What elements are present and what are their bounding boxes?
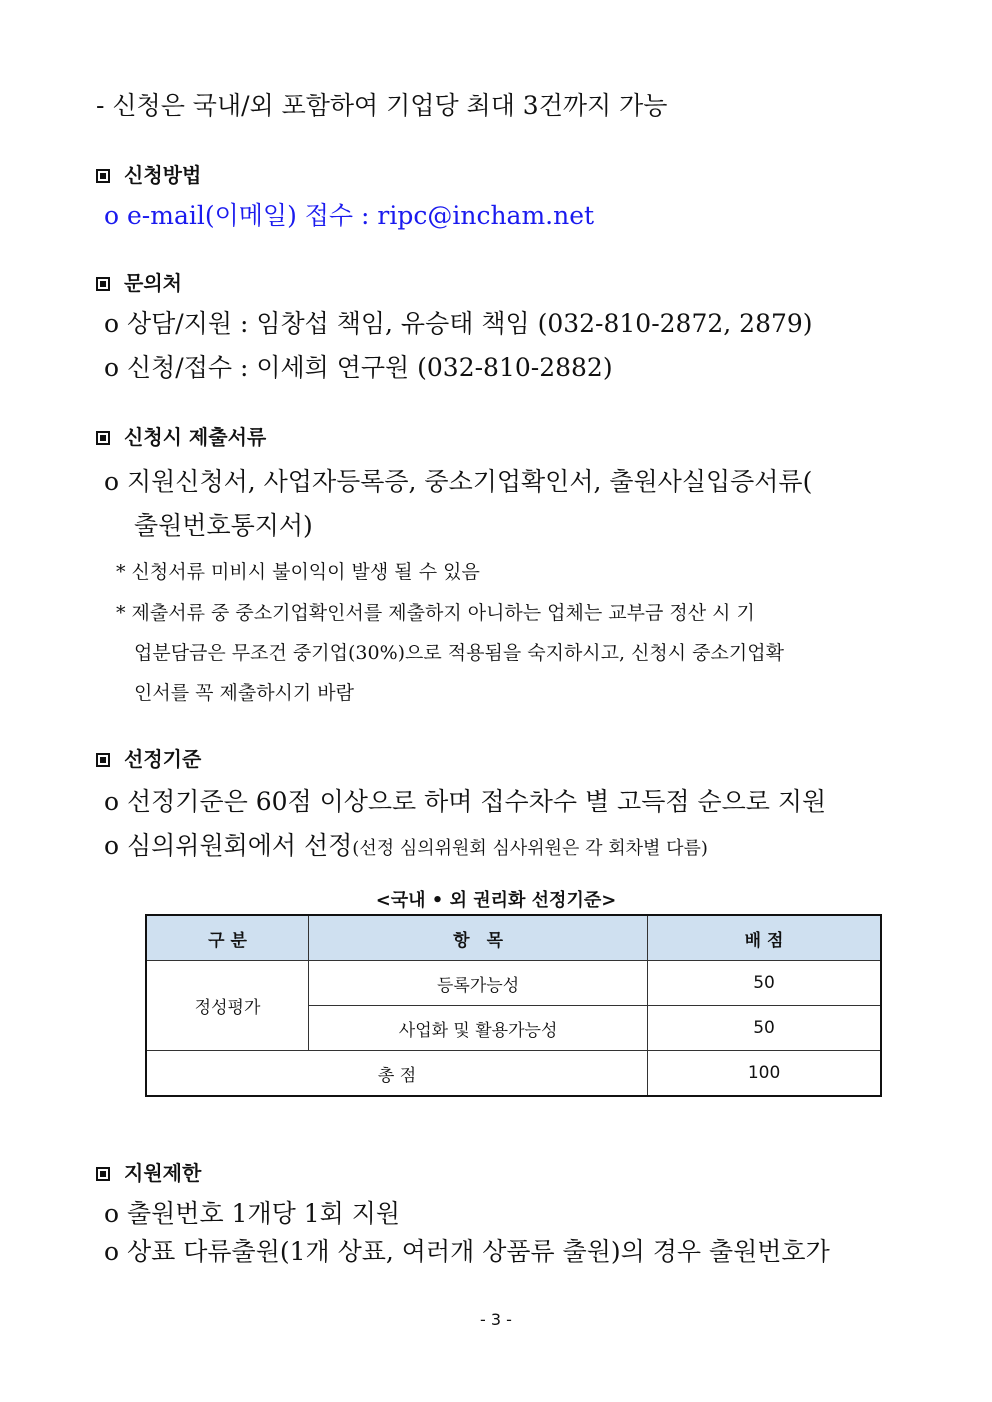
section-title: 문의처 <box>124 271 182 295</box>
item-cell: 등록가능성 <box>309 961 648 1006</box>
section-heading-contact <box>96 270 182 296</box>
table-caption: <국내 • 외 권리화 선정기준> <box>375 890 617 911</box>
bullet: o <box>104 201 120 230</box>
group-label-cell: 정성평가 <box>146 961 309 1051</box>
criteria-line-2-small: (선정 심의위원회 심사위원은 각 회차별 다름) <box>352 838 708 859</box>
criteria-line-2 <box>104 830 708 865</box>
section-heading-method <box>96 162 201 188</box>
section-heading-limits <box>96 1160 201 1186</box>
table-total-row <box>146 1051 881 1097</box>
section-title: 지원제한 <box>124 1161 202 1185</box>
item-cell: 사업화 및 활용가능성 <box>309 1006 648 1051</box>
contact-line-2: o 신청/접수 : 이세희 연구원 (032-810-2882) <box>104 353 613 382</box>
email-line <box>104 200 594 232</box>
score-cell: 50 <box>648 961 881 1006</box>
documents-line-1-cont: 출원번호통지서) <box>134 511 313 540</box>
contact-line-1: o 상담/지원 : 임창섭 책임, 유승태 책임 (032-810-2872, 2879) <box>104 309 813 338</box>
section-title: 신청시 제출서류 <box>124 425 267 449</box>
section-title: 신청방법 <box>124 163 202 187</box>
documents-note-2-line-3: 인서를 꼭 제출하시기 바람 <box>134 682 355 704</box>
documents-note-1: * 신청서류 미비시 불이익이 발생 될 수 있음 <box>116 561 480 583</box>
email-address-link[interactable]: ripc@incham.net <box>377 201 595 230</box>
section-title: 선정기준 <box>124 747 202 771</box>
documents-line-1: o 지원신청서, 사업자등록증, 중소기업확인서, 출원사실입증서류( <box>104 467 813 496</box>
email-label: e-mail(이메일) 접수 : <box>127 201 370 230</box>
criteria-line-1: o 선정기준은 60점 이상으로 하며 접수차수 별 고득점 순으로 지원 <box>104 787 827 816</box>
table-header-row <box>146 915 881 961</box>
page-number: - 3 - <box>480 1310 512 1329</box>
header-category: 구 분 <box>146 915 309 961</box>
documents-note-2-line-1: * 제출서류 중 중소기업확인서를 제출하지 아니하는 업체는 교부금 정산 시 기 <box>116 602 755 624</box>
table-row <box>146 961 881 1006</box>
total-score-cell: 100 <box>648 1051 881 1097</box>
square-bullet-icon <box>96 431 110 445</box>
limits-line-2: o 상표 다류출원(1개 상표, 여러개 상품류 출원)의 경우 출원번호가 <box>104 1237 830 1266</box>
criteria-line-2-main: o 심의위원회에서 선정 <box>104 831 353 860</box>
square-bullet-icon <box>96 169 110 183</box>
header-score: 배 점 <box>648 915 881 961</box>
limits-line-1: o 출원번호 1개당 1회 지원 <box>104 1199 401 1228</box>
intro-line: - 신청은 국내/외 포함하여 기업당 최대 3건까지 가능 <box>96 91 668 120</box>
square-bullet-icon <box>96 277 110 291</box>
criteria-table <box>145 914 882 1097</box>
documents-note-2-line-2: 업분담금은 무조건 중기업(30%)으로 적용됨을 숙지하시고, 신청시 중소기업확 <box>134 642 784 664</box>
header-item: 항 목 <box>309 915 648 961</box>
score-cell: 50 <box>648 1006 881 1051</box>
total-label-cell: 총 점 <box>146 1051 648 1097</box>
section-heading-documents <box>96 424 266 450</box>
square-bullet-icon <box>96 1167 110 1181</box>
square-bullet-icon <box>96 753 110 767</box>
section-heading-criteria <box>96 746 201 772</box>
